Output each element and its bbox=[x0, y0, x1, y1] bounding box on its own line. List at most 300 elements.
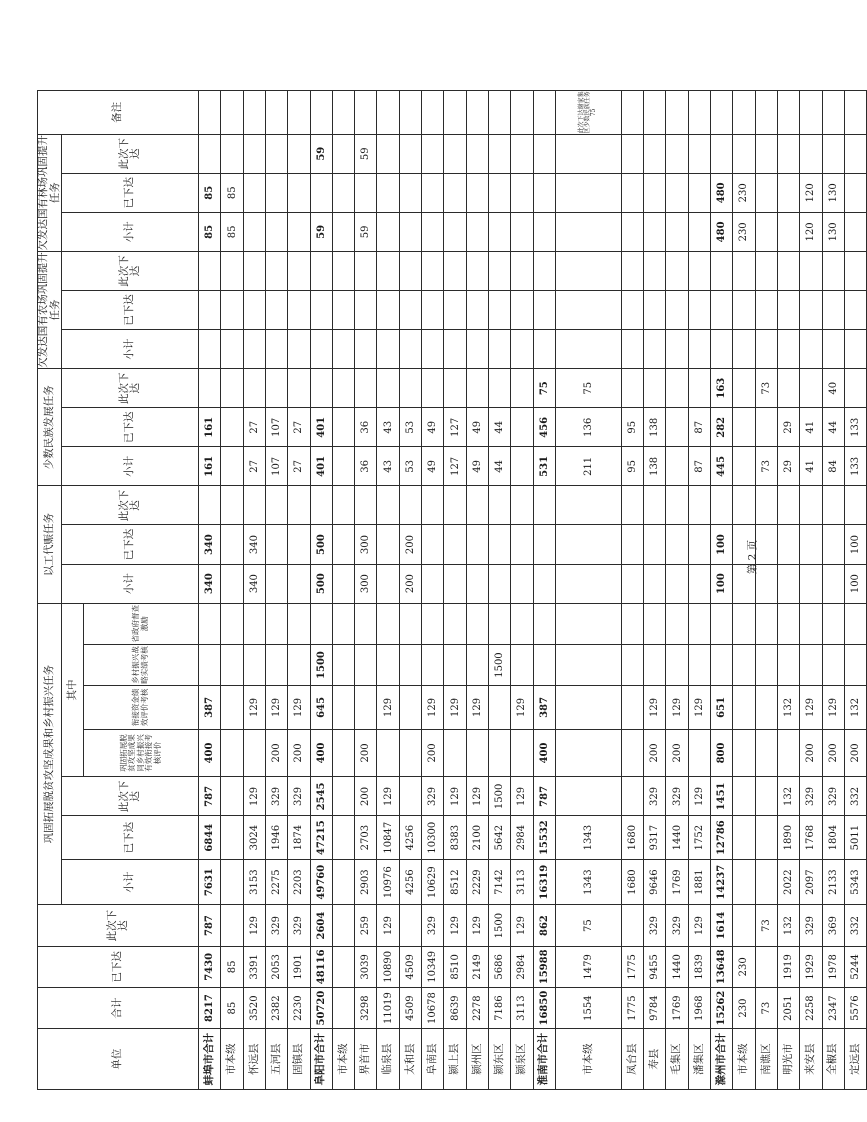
cell-l-this: 59 bbox=[310, 134, 332, 173]
cell-c-sub bbox=[755, 859, 777, 905]
cell-c-sub: 10976 bbox=[377, 859, 399, 905]
cell-f-sub bbox=[355, 330, 377, 369]
cell-e-this bbox=[265, 369, 287, 408]
cell-f-this bbox=[800, 251, 822, 290]
cell-l-issued: 130 bbox=[822, 173, 844, 212]
cell-c-this: 132 bbox=[777, 777, 799, 816]
cell-remark bbox=[800, 91, 822, 135]
cell-f-sub bbox=[555, 330, 621, 369]
cell-c-d bbox=[243, 603, 265, 644]
cell-e-sub: 161 bbox=[199, 447, 221, 486]
cell-l-issued bbox=[533, 173, 555, 212]
cell-e-this bbox=[621, 369, 643, 408]
cell-w-issued: 500 bbox=[310, 525, 332, 564]
cell-c-sub: 1680 bbox=[621, 859, 643, 905]
cell-e-sub: 27 bbox=[288, 447, 310, 486]
cell-w-sub bbox=[265, 564, 287, 603]
cell-c-d bbox=[265, 603, 287, 644]
cell-w-sub bbox=[688, 564, 710, 603]
cell-f-sub bbox=[733, 330, 755, 369]
cell-w-issued bbox=[422, 525, 444, 564]
cell-f-issued bbox=[755, 291, 777, 330]
cell-w-sub bbox=[511, 564, 533, 603]
cell-unit: 全椒县 bbox=[822, 1029, 844, 1090]
cell-l-issued: 85 bbox=[221, 173, 243, 212]
cell-total: 8639 bbox=[444, 987, 466, 1028]
cell-l-sub: 59 bbox=[355, 212, 377, 251]
cell-e-this bbox=[377, 369, 399, 408]
cell-c-issued bbox=[332, 816, 354, 859]
cell-f-this bbox=[422, 251, 444, 290]
cell-f-this bbox=[822, 251, 844, 290]
cell-f-this bbox=[355, 251, 377, 290]
header-f-issued: 已下达 bbox=[62, 291, 199, 330]
cell-c-issued: 10847 bbox=[377, 816, 399, 859]
cell-w-sub bbox=[666, 564, 688, 603]
cell-remark bbox=[288, 91, 310, 135]
cell-c-issued: 1890 bbox=[777, 816, 799, 859]
table-row bbox=[733, 91, 755, 1090]
cell-e-sub: 49 bbox=[422, 447, 444, 486]
table-row bbox=[511, 91, 533, 1090]
cell-c-c bbox=[688, 644, 710, 685]
cell-c-issued: 9317 bbox=[644, 816, 666, 859]
cell-c-this bbox=[755, 777, 777, 816]
cell-c-d bbox=[511, 603, 533, 644]
cell-e-issued bbox=[666, 408, 688, 447]
cell-c-issued bbox=[755, 816, 777, 859]
cell-this: 129 bbox=[444, 905, 466, 946]
cell-e-sub: 127 bbox=[444, 447, 466, 486]
cell-c-b: 129 bbox=[644, 686, 666, 729]
cell-issued: 5244 bbox=[844, 946, 866, 987]
cell-total: 9784 bbox=[644, 987, 666, 1028]
table-row bbox=[332, 91, 354, 1090]
header-c-subtotal: 小计 bbox=[62, 859, 199, 905]
cell-total: 1769 bbox=[666, 987, 688, 1028]
cell-unit: 寿县 bbox=[644, 1029, 666, 1090]
cell-c-a bbox=[621, 729, 643, 777]
cell-e-sub: 84 bbox=[822, 447, 844, 486]
cell-issued: 230 bbox=[733, 946, 755, 987]
cell-e-sub: 29 bbox=[777, 447, 799, 486]
cell-c-b: 132 bbox=[777, 686, 799, 729]
cell-e-issued: 138 bbox=[644, 408, 666, 447]
cell-c-b: 129 bbox=[265, 686, 287, 729]
cell-l-sub bbox=[288, 212, 310, 251]
cell-e-this bbox=[777, 369, 799, 408]
cell-c-this: 1500 bbox=[488, 777, 510, 816]
cell-w-this bbox=[444, 486, 466, 525]
cell-c-b: 651 bbox=[711, 686, 733, 729]
cell-unit: 定远县 bbox=[844, 1029, 866, 1090]
cell-total: 2278 bbox=[466, 987, 488, 1028]
cell-c-b: 129 bbox=[511, 686, 533, 729]
cell-unit: 毛集区 bbox=[666, 1029, 688, 1090]
cell-l-sub bbox=[511, 212, 533, 251]
cell-total: 2230 bbox=[288, 987, 310, 1028]
cell-c-a: 800 bbox=[711, 729, 733, 777]
cell-c-b: 129 bbox=[666, 686, 688, 729]
cell-e-this bbox=[466, 369, 488, 408]
cell-l-issued bbox=[399, 173, 421, 212]
cell-total: 1968 bbox=[688, 987, 710, 1028]
cell-w-this bbox=[621, 486, 643, 525]
cell-c-a: 200 bbox=[666, 729, 688, 777]
cell-c-b: 387 bbox=[199, 686, 221, 729]
table-row bbox=[755, 91, 777, 1090]
cell-issued bbox=[755, 946, 777, 987]
cell-total: 85 bbox=[221, 987, 243, 1028]
cell-l-sub: 130 bbox=[822, 212, 844, 251]
cell-l-sub bbox=[332, 212, 354, 251]
cell-c-b bbox=[399, 686, 421, 729]
cell-c-b bbox=[488, 686, 510, 729]
cell-l-this bbox=[666, 134, 688, 173]
cell-f-issued bbox=[199, 291, 221, 330]
cell-e-this bbox=[733, 369, 755, 408]
cell-this bbox=[399, 905, 421, 946]
cell-remark bbox=[621, 91, 643, 135]
cell-w-issued bbox=[488, 525, 510, 564]
cell-w-this bbox=[688, 486, 710, 525]
cell-w-sub bbox=[466, 564, 488, 603]
cell-c-c: 1500 bbox=[488, 644, 510, 685]
cell-w-sub bbox=[332, 564, 354, 603]
cell-f-issued bbox=[822, 291, 844, 330]
cell-l-issued: 230 bbox=[733, 173, 755, 212]
cell-l-sub bbox=[444, 212, 466, 251]
cell-e-issued: 49 bbox=[466, 408, 488, 447]
cell-c-d bbox=[621, 603, 643, 644]
table-row bbox=[399, 91, 421, 1090]
cell-unit: 颍泉区 bbox=[511, 1029, 533, 1090]
cell-l-sub: 230 bbox=[733, 212, 755, 251]
cell-l-issued bbox=[777, 173, 799, 212]
cell-w-this bbox=[711, 486, 733, 525]
cell-c-c bbox=[621, 644, 643, 685]
cell-c-issued: 2703 bbox=[355, 816, 377, 859]
cell-unit: 南谯区 bbox=[755, 1029, 777, 1090]
cell-l-this bbox=[377, 134, 399, 173]
cell-total: 15262 bbox=[711, 987, 733, 1028]
cell-f-issued bbox=[399, 291, 421, 330]
cell-f-issued bbox=[511, 291, 533, 330]
header-ethnic: 少数民族发展任务 bbox=[38, 369, 62, 486]
cell-f-sub bbox=[422, 330, 444, 369]
table-row bbox=[466, 91, 488, 1090]
cell-c-a bbox=[444, 729, 466, 777]
cell-w-sub bbox=[800, 564, 822, 603]
cell-e-issued: 44 bbox=[488, 408, 510, 447]
cell-l-issued bbox=[666, 173, 688, 212]
cell-e-issued: 161 bbox=[199, 408, 221, 447]
cell-f-sub bbox=[621, 330, 643, 369]
cell-issued: 2149 bbox=[466, 946, 488, 987]
cell-e-issued: 136 bbox=[555, 408, 621, 447]
cell-remark bbox=[243, 91, 265, 135]
cell-c-b: 129 bbox=[466, 686, 488, 729]
cell-c-a bbox=[488, 729, 510, 777]
page-number: 第 2 页 bbox=[746, 539, 759, 575]
cell-c-d bbox=[310, 603, 332, 644]
cell-c-issued: 5011 bbox=[844, 816, 866, 859]
header-c-issued: 已下达 bbox=[62, 816, 199, 859]
header-of-which: 其中 bbox=[62, 603, 84, 777]
cell-remark bbox=[199, 91, 221, 135]
cell-c-sub: 3153 bbox=[243, 859, 265, 905]
cell-issued: 2053 bbox=[265, 946, 287, 987]
cell-unit: 颍上县 bbox=[444, 1029, 466, 1090]
cell-c-d bbox=[488, 603, 510, 644]
cell-f-issued bbox=[533, 291, 555, 330]
cell-l-sub bbox=[666, 212, 688, 251]
cell-remark bbox=[265, 91, 287, 135]
cell-w-issued bbox=[332, 525, 354, 564]
cell-c-issued bbox=[221, 816, 243, 859]
cell-c-issued: 2100 bbox=[466, 816, 488, 859]
cell-c-d bbox=[755, 603, 777, 644]
cell-e-this bbox=[844, 369, 866, 408]
cell-c-a: 200 bbox=[800, 729, 822, 777]
cell-w-issued: 300 bbox=[355, 525, 377, 564]
cell-c-sub: 14237 bbox=[711, 859, 733, 905]
cell-unit: 市本级 bbox=[733, 1029, 755, 1090]
cell-c-c bbox=[199, 644, 221, 685]
cell-f-sub bbox=[777, 330, 799, 369]
cell-f-this bbox=[688, 251, 710, 290]
header-work-relief: 以工代赈任务 bbox=[38, 486, 62, 603]
cell-c-this: 329 bbox=[422, 777, 444, 816]
cell-c-this bbox=[399, 777, 421, 816]
cell-c-this: 329 bbox=[644, 777, 666, 816]
cell-f-issued bbox=[422, 291, 444, 330]
cell-f-this bbox=[399, 251, 421, 290]
cell-c-issued: 12786 bbox=[711, 816, 733, 859]
cell-total: 4509 bbox=[399, 987, 421, 1028]
cell-c-this: 129 bbox=[243, 777, 265, 816]
cell-c-a: 400 bbox=[533, 729, 555, 777]
cell-e-this bbox=[310, 369, 332, 408]
cell-c-a: 200 bbox=[422, 729, 444, 777]
header-l-this-time: 此次下达 bbox=[62, 134, 199, 173]
cell-e-this: 75 bbox=[533, 369, 555, 408]
cell-w-issued bbox=[666, 525, 688, 564]
cell-issued: 5686 bbox=[488, 946, 510, 987]
cell-c-c bbox=[288, 644, 310, 685]
header-this-time: 此次下达 bbox=[38, 905, 199, 946]
cell-w-this bbox=[822, 486, 844, 525]
cell-remark bbox=[755, 91, 777, 135]
cell-w-issued bbox=[533, 525, 555, 564]
cell-w-sub bbox=[555, 564, 621, 603]
header-f-this-time: 此次下达 bbox=[62, 251, 199, 290]
header-f-subtotal: 小计 bbox=[62, 330, 199, 369]
cell-c-this: 129 bbox=[444, 777, 466, 816]
cell-w-this bbox=[755, 486, 777, 525]
cell-w-issued: 200 bbox=[399, 525, 421, 564]
cell-f-this bbox=[288, 251, 310, 290]
cell-w-this bbox=[666, 486, 688, 525]
cell-c-d bbox=[688, 603, 710, 644]
cell-l-issued bbox=[332, 173, 354, 212]
cell-w-this bbox=[310, 486, 332, 525]
cell-w-sub bbox=[621, 564, 643, 603]
cell-e-sub: 401 bbox=[310, 447, 332, 486]
cell-unit: 市本级 bbox=[332, 1029, 354, 1090]
cell-e-sub: 138 bbox=[644, 447, 666, 486]
cell-c-b: 645 bbox=[310, 686, 332, 729]
cell-w-sub bbox=[288, 564, 310, 603]
cell-issued: 10890 bbox=[377, 946, 399, 987]
cell-e-this bbox=[199, 369, 221, 408]
cell-e-this bbox=[221, 369, 243, 408]
cell-c-d bbox=[288, 603, 310, 644]
cell-this: 129 bbox=[466, 905, 488, 946]
cell-w-sub: 340 bbox=[199, 564, 221, 603]
cell-w-sub: 300 bbox=[355, 564, 377, 603]
cell-unit: 明光市 bbox=[777, 1029, 799, 1090]
cell-total: 3113 bbox=[511, 987, 533, 1028]
cell-c-b bbox=[621, 686, 643, 729]
cell-c-sub: 9646 bbox=[644, 859, 666, 905]
cell-w-sub bbox=[644, 564, 666, 603]
cell-l-this bbox=[711, 134, 733, 173]
cell-unit: 市本级 bbox=[555, 1029, 621, 1090]
cell-w-issued bbox=[688, 525, 710, 564]
cell-e-issued: 87 bbox=[688, 408, 710, 447]
cell-remark bbox=[711, 91, 733, 135]
cell-c-a: 200 bbox=[355, 729, 377, 777]
cell-this: 329 bbox=[800, 905, 822, 946]
cell-e-this bbox=[688, 369, 710, 408]
cell-c-this: 129 bbox=[377, 777, 399, 816]
cell-f-sub bbox=[711, 330, 733, 369]
cell-remark bbox=[221, 91, 243, 135]
cell-total: 50720 bbox=[310, 987, 332, 1028]
cell-issued: 1440 bbox=[666, 946, 688, 987]
cell-l-sub bbox=[644, 212, 666, 251]
cell-issued: 8510 bbox=[444, 946, 466, 987]
cell-e-this bbox=[355, 369, 377, 408]
cell-c-a: 200 bbox=[288, 729, 310, 777]
cell-w-sub bbox=[422, 564, 444, 603]
cell-e-this bbox=[399, 369, 421, 408]
cell-w-this bbox=[844, 486, 866, 525]
cell-e-this: 40 bbox=[822, 369, 844, 408]
cell-e-this bbox=[488, 369, 510, 408]
cell-w-sub bbox=[533, 564, 555, 603]
cell-e-issued bbox=[733, 408, 755, 447]
cell-l-this bbox=[422, 134, 444, 173]
cell-c-c bbox=[777, 644, 799, 685]
cell-c-sub bbox=[332, 859, 354, 905]
cell-l-issued bbox=[688, 173, 710, 212]
cell-w-issued bbox=[265, 525, 287, 564]
cell-this: 132 bbox=[777, 905, 799, 946]
cell-issued: 85 bbox=[221, 946, 243, 987]
cell-l-this bbox=[288, 134, 310, 173]
cell-unit: 阜南县 bbox=[422, 1029, 444, 1090]
cell-c-d bbox=[644, 603, 666, 644]
cell-c-this bbox=[221, 777, 243, 816]
cell-w-sub bbox=[777, 564, 799, 603]
cell-this: 2604 bbox=[310, 905, 332, 946]
cell-f-sub bbox=[243, 330, 265, 369]
cell-e-issued bbox=[221, 408, 243, 447]
cell-c-issued: 6844 bbox=[199, 816, 221, 859]
cell-unit: 太和县 bbox=[399, 1029, 421, 1090]
cell-l-issued bbox=[488, 173, 510, 212]
cell-e-issued: 53 bbox=[399, 408, 421, 447]
cell-l-this bbox=[511, 134, 533, 173]
cell-f-this bbox=[310, 251, 332, 290]
cell-f-this bbox=[466, 251, 488, 290]
cell-e-issued: 41 bbox=[800, 408, 822, 447]
cell-c-b bbox=[755, 686, 777, 729]
cell-total: 5576 bbox=[844, 987, 866, 1028]
cell-e-issued bbox=[511, 408, 533, 447]
cell-e-sub bbox=[511, 447, 533, 486]
cell-this bbox=[733, 905, 755, 946]
cell-issued: 1919 bbox=[777, 946, 799, 987]
cell-c-d bbox=[444, 603, 466, 644]
cell-w-this bbox=[511, 486, 533, 525]
cell-e-sub bbox=[666, 447, 688, 486]
cell-w-issued bbox=[377, 525, 399, 564]
cell-e-this bbox=[288, 369, 310, 408]
cell-e-this bbox=[511, 369, 533, 408]
cell-l-this bbox=[265, 134, 287, 173]
cell-c-sub: 16319 bbox=[533, 859, 555, 905]
cell-c-issued: 8383 bbox=[444, 816, 466, 859]
cell-c-c bbox=[399, 644, 421, 685]
cell-issued: 1929 bbox=[800, 946, 822, 987]
cell-c-c bbox=[466, 644, 488, 685]
header-w-subtotal: 小计 bbox=[62, 564, 199, 603]
cell-unit: 滁州市合计 bbox=[711, 1029, 733, 1090]
cell-w-sub bbox=[822, 564, 844, 603]
cell-f-issued bbox=[444, 291, 466, 330]
cell-w-this bbox=[243, 486, 265, 525]
cell-l-issued bbox=[377, 173, 399, 212]
cell-remark bbox=[422, 91, 444, 135]
table-row bbox=[555, 91, 621, 1090]
cell-f-this bbox=[488, 251, 510, 290]
cell-e-sub: 73 bbox=[755, 447, 777, 486]
cell-e-sub: 36 bbox=[355, 447, 377, 486]
cell-remark bbox=[332, 91, 354, 135]
cell-l-this bbox=[466, 134, 488, 173]
cell-e-sub: 445 bbox=[711, 447, 733, 486]
cell-c-this: 2545 bbox=[310, 777, 332, 816]
cell-l-sub bbox=[755, 212, 777, 251]
cell-w-this bbox=[399, 486, 421, 525]
cell-total: 1554 bbox=[555, 987, 621, 1028]
cell-c-sub: 7142 bbox=[488, 859, 510, 905]
cell-f-this bbox=[666, 251, 688, 290]
header-forest: 欠发达国有林场巩固提升任务 bbox=[37, 135, 61, 251]
cell-remark bbox=[822, 91, 844, 135]
cell-c-c bbox=[511, 644, 533, 685]
cell-e-issued: 29 bbox=[777, 408, 799, 447]
cell-f-sub bbox=[444, 330, 466, 369]
cell-c-a: 200 bbox=[844, 729, 866, 777]
cell-this: 73 bbox=[755, 905, 777, 946]
cell-l-issued: 85 bbox=[199, 173, 221, 212]
cell-e-issued: 133 bbox=[844, 408, 866, 447]
cell-c-a: 200 bbox=[644, 729, 666, 777]
